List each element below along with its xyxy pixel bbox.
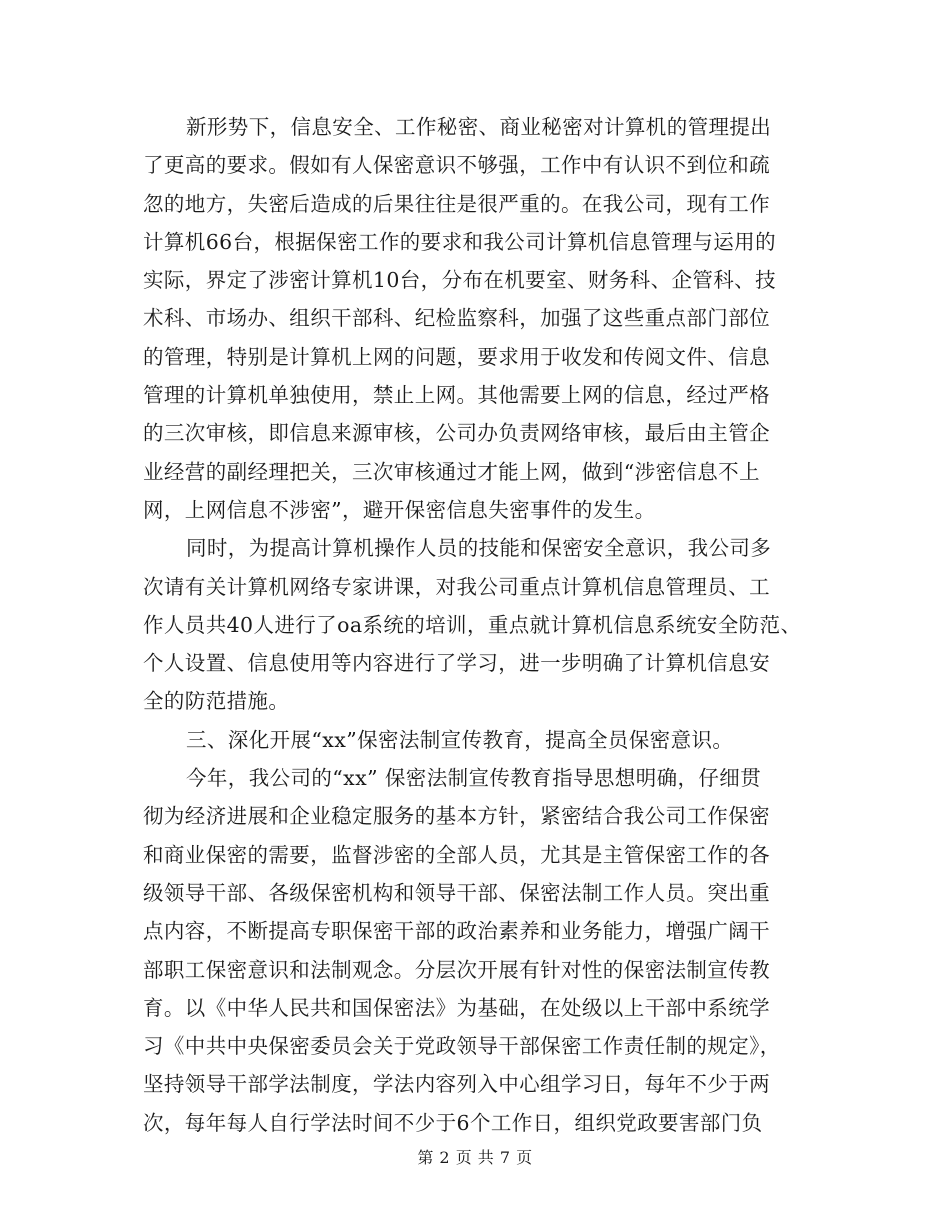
text-line: 了更高的要求。假如有人保密意识不够强，工作中有认识不到位和疏 — [143, 153, 770, 178]
text-line: 三、深化开展“xx”保密法制宣传教育，提高全员保密意识。 — [186, 727, 734, 752]
text-line: 个人设置、信息使用等内容进行了学习，进一步明确了计算机信息安 — [143, 651, 770, 676]
text-line: 次请有关计算机网络专家讲课，对我公司重点计算机信息管理员、工 — [143, 574, 770, 599]
text-line: 的三次审核，即信息来源审核，公司办负责网络审核，最后由主管企 — [143, 421, 770, 446]
text-line: 计算机66台，根据保密工作的要求和我公司计算机信息管理与运用的 — [143, 229, 776, 254]
text-line: 今年，我公司的“xx” 保密法制宣传教育指导思想明确，仔细贯 — [186, 766, 762, 791]
text-line: 级领导干部、各级保密机构和领导干部、保密法制工作人员。突出重 — [143, 880, 770, 905]
text-line: 作人员共40人进行了oa系统的培训，重点就计算机信息系统安全防范、 — [143, 612, 802, 637]
text-line: 彻为经济进展和企业稳定服务的基本方针，紧密结合我公司工作保密 — [143, 804, 770, 829]
text-line: 网，上网信息不涉密”，避开保密信息失密事件的发生。 — [143, 497, 656, 522]
text-line: 部职工保密意识和法制观念。分层次开展有针对性的保密法制宣传教 — [143, 957, 770, 982]
text-line: 实际，界定了涉密计算机10台，分布在机要室、财务科、企管科、技 — [143, 268, 776, 293]
document-body — [143, 108, 843, 1142]
page-number-footer: 第 2 页 共 7 页 — [417, 1148, 533, 1167]
text-line: 次，每年每人自行学法时间不少于6个工作日，组织党政要害部门负 — [143, 1110, 763, 1135]
text-line: 育。以《中华人民共和国保密法》为基础，在处级以上干部中系统学 — [143, 995, 770, 1020]
text-line: 忽的地方，失密后造成的后果往往是很严重的。在我公司，现有工作 — [143, 191, 770, 216]
text-line: 术科、市场办、组织干部科、纪检监察科，加强了这些重点部门部位 — [143, 306, 770, 331]
text-line: 全的防范措施。 — [143, 689, 290, 714]
text-line: 点内容，不断提高专职保密干部的政治素养和业务能力，增强广阔干 — [143, 919, 770, 944]
text-line: 新形势下，信息安全、工作秘密、商业秘密对计算机的管理提出 — [186, 115, 772, 139]
text-line: 管理的计算机单独使用，禁止上网。其他需要上网的信息，经过严格 — [143, 383, 770, 408]
text-line: 坚持领导干部学法制度，学法内容列入中心组学习日，每年不少于两 — [143, 1072, 770, 1097]
text-line: 同时，为提高计算机操作人员的技能和保密安全意识，我公司多 — [186, 536, 772, 561]
text-line: 和商业保密的需要，监督涉密的全部人员，尤其是主管保密工作的各 — [143, 842, 770, 867]
text-line: 的管理，特别是计算机上网的问题，要求用于收发和传阅文件、信息 — [143, 344, 770, 369]
text-line: 业经营的副经理把关，三次审核通过才能上网，做到“涉密信息不上 — [143, 459, 760, 484]
text-line: 习《中共中央保密委员会关于党政领导干部保密工作责任制的规定》， — [143, 1034, 781, 1059]
